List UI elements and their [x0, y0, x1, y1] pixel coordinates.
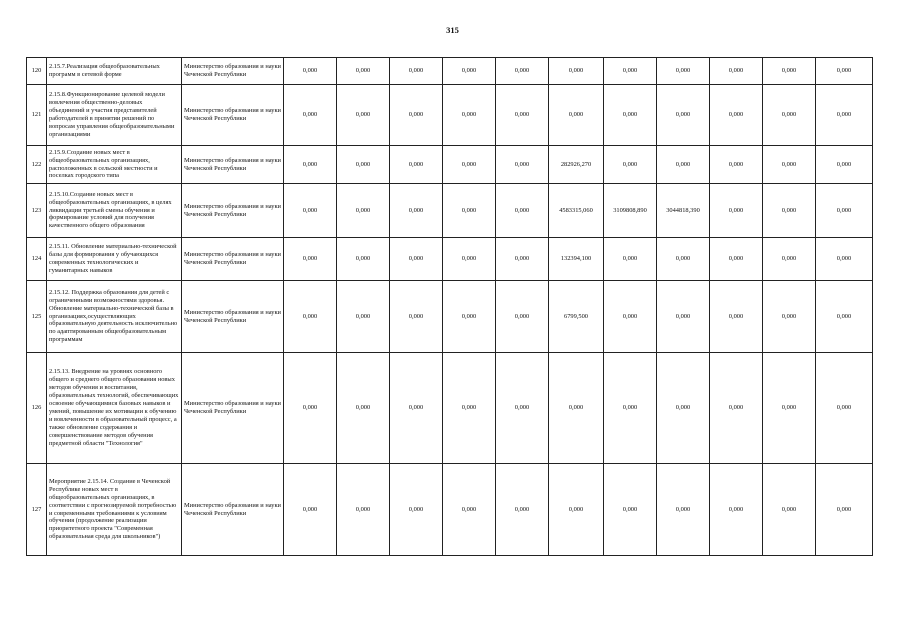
- funding-value: 0,000: [496, 464, 549, 556]
- funding-value: 0,000: [710, 85, 763, 146]
- funding-value: 4583315,060: [549, 184, 604, 238]
- funding-value: 0,000: [443, 353, 496, 464]
- funding-value: 0,000: [816, 464, 873, 556]
- row-number: 125: [27, 281, 47, 353]
- funding-value: 0,000: [284, 238, 337, 281]
- funding-value: 0,000: [284, 85, 337, 146]
- funding-value: 0,000: [604, 281, 657, 353]
- responsible-executor: Министерство образования и науки Чеченской Республики: [182, 281, 284, 353]
- row-number: 124: [27, 238, 47, 281]
- activity-description: 2.15.7.Реализация общеобразовательных программ в сетевой форме: [47, 58, 182, 85]
- funding-value: 0,000: [710, 58, 763, 85]
- table-row: [27, 464, 873, 556]
- funding-value: 0,000: [763, 184, 816, 238]
- row-number: 123: [27, 184, 47, 238]
- table-row: [27, 85, 873, 146]
- funding-value: 0,000: [337, 464, 390, 556]
- funding-value: 0,000: [816, 184, 873, 238]
- row-number: 120: [27, 58, 47, 85]
- funding-value: 0,000: [549, 58, 604, 85]
- funding-value: 0,000: [657, 85, 710, 146]
- table-row: [27, 184, 873, 238]
- responsible-executor: Министерство образования и науки Чеченской Республики: [182, 58, 284, 85]
- row-number: 126: [27, 353, 47, 464]
- table-row: [27, 58, 873, 85]
- funding-value: 0,000: [284, 464, 337, 556]
- responsible-executor: Министерство образования и науки Чеченской Республики: [182, 353, 284, 464]
- funding-value: 0,000: [390, 281, 443, 353]
- funding-value: 0,000: [496, 146, 549, 184]
- table-row: [27, 146, 873, 184]
- funding-value: 0,000: [337, 146, 390, 184]
- funding-value: 0,000: [337, 58, 390, 85]
- funding-value: 0,000: [816, 85, 873, 146]
- responsible-executor: Министерство образования и науки Чеченской Республики: [182, 184, 284, 238]
- page-number: 315: [446, 25, 459, 35]
- funding-value: 0,000: [443, 58, 496, 85]
- responsible-executor: Министерство образования и науки Чеченской Республики: [182, 464, 284, 556]
- funding-value: 0,000: [710, 184, 763, 238]
- funding-value: 0,000: [390, 146, 443, 184]
- funding-value: 132394,100: [549, 238, 604, 281]
- funding-value: 0,000: [816, 58, 873, 85]
- funding-value: 0,000: [496, 85, 549, 146]
- funding-value: 0,000: [337, 85, 390, 146]
- table-body: [27, 58, 873, 556]
- funding-value: 0,000: [496, 184, 549, 238]
- funding-value: 0,000: [710, 238, 763, 281]
- funding-value: 0,000: [657, 464, 710, 556]
- funding-value: 0,000: [710, 353, 763, 464]
- activity-description: 2.15.11. Обновление материально-технической базы для формирования у обучающихся современных технологических и гуманитарных навыков: [47, 238, 182, 281]
- funding-value: 0,000: [763, 146, 816, 184]
- table-row: [27, 281, 873, 353]
- funding-value: 0,000: [443, 238, 496, 281]
- funding-value: 0,000: [284, 146, 337, 184]
- funding-value: 0,000: [604, 58, 657, 85]
- funding-value: 0,000: [710, 464, 763, 556]
- table-row: [27, 353, 873, 464]
- funding-value: 0,000: [604, 85, 657, 146]
- funding-value: 0,000: [337, 184, 390, 238]
- activity-description: 2.15.8.Функционирование целевой модели вовлечения общественно-деловых объединений и участия представителей работодателей в принятии решений по вопросам управления общеобразовательными организациями: [47, 85, 182, 146]
- funding-value: 0,000: [390, 353, 443, 464]
- funding-value: 0,000: [284, 184, 337, 238]
- funding-value: 0,000: [763, 281, 816, 353]
- funding-value: 0,000: [390, 184, 443, 238]
- funding-value: 0,000: [496, 281, 549, 353]
- row-number: 127: [27, 464, 47, 556]
- funding-value: 0,000: [657, 238, 710, 281]
- activity-description: 2.15.13. Внедрение на уровнях основного общего и среднего общего образования новых методов обучения и воспитания, образовательных технологий, обеспечивающих освоение обучающимися базовых навыков и умений, повышение их мотивации к обучению и вовлеченности в образовательный процесс, а также обновление содержания и совершенствование методов обучения предметной области "Технология": [47, 353, 182, 464]
- funding-value: 0,000: [816, 353, 873, 464]
- funding-value: 0,000: [604, 464, 657, 556]
- funding-value: 0,000: [390, 58, 443, 85]
- activity-description: 2.15.12. Поддержка образования для детей с ограниченными возможностями здоровья. Обновление материально-технической базы в организациях,осуществляющих образовательную деятельность исключительно по адаптированным общеобразовательным программам: [47, 281, 182, 353]
- funding-value: 0,000: [284, 353, 337, 464]
- row-number: 121: [27, 85, 47, 146]
- funding-value: 0,000: [496, 238, 549, 281]
- funding-value: 0,000: [604, 238, 657, 281]
- funding-value: 0,000: [763, 464, 816, 556]
- funding-value: 0,000: [390, 85, 443, 146]
- funding-value: 0,000: [763, 85, 816, 146]
- activity-description: 2.15.10.Создание новых мест в общеобразовательных организациях, в целях ликвидации третьей смены обучения и формирование условий для получения качественного общего образования: [47, 184, 182, 238]
- table-row: [27, 238, 873, 281]
- funding-value: 3044818,390: [657, 184, 710, 238]
- funding-value: 0,000: [496, 353, 549, 464]
- funding-value: 0,000: [816, 281, 873, 353]
- funding-value: 0,000: [710, 146, 763, 184]
- funding-value: 0,000: [657, 281, 710, 353]
- funding-value: 0,000: [763, 58, 816, 85]
- funding-value: 0,000: [337, 353, 390, 464]
- responsible-executor: Министерство образования и науки Чеченской Республики: [182, 238, 284, 281]
- row-number: 122: [27, 146, 47, 184]
- funding-value: 282926,270: [549, 146, 604, 184]
- funding-value: 0,000: [657, 146, 710, 184]
- funding-value: 0,000: [284, 281, 337, 353]
- funding-value: 0,000: [816, 146, 873, 184]
- funding-value: 0,000: [284, 58, 337, 85]
- funding-value: 3109808,890: [604, 184, 657, 238]
- responsible-executor: Министерство образования и науки Чеченской Республики: [182, 85, 284, 146]
- funding-value: 0,000: [337, 238, 390, 281]
- funding-value: 0,000: [496, 58, 549, 85]
- responsible-executor: Министерство образования и науки Чеченской Республики: [182, 146, 284, 184]
- activity-description: 2.15.9.Создание новых мест в общеобразовательных организациях, расположенных в сельской местности и поселках городского типа: [47, 146, 182, 184]
- funding-value: 0,000: [657, 353, 710, 464]
- funding-value: 0,000: [549, 85, 604, 146]
- funding-value: 0,000: [443, 464, 496, 556]
- funding-value: 0,000: [710, 281, 763, 353]
- funding-value: 0,000: [390, 464, 443, 556]
- funding-value: 0,000: [443, 184, 496, 238]
- funding-value: 0,000: [763, 238, 816, 281]
- budget-table: [26, 57, 873, 556]
- funding-value: 0,000: [657, 58, 710, 85]
- funding-value: 0,000: [604, 353, 657, 464]
- funding-value: 0,000: [443, 281, 496, 353]
- activity-description: Мероприятие 2.15.14. Создание в Чеченской Республике новых мест в общеобразовательных организациях, в соответствии с прогнозируемой потребностью и современными требованиями к условиям обучения (продолжение реализации приоритетного проекта "Современная образовательная среда для школьников"): [47, 464, 182, 556]
- funding-value: 0,000: [390, 238, 443, 281]
- funding-value: 0,000: [443, 146, 496, 184]
- funding-value: 0,000: [604, 146, 657, 184]
- funding-value: 0,000: [549, 464, 604, 556]
- funding-value: 0,000: [549, 353, 604, 464]
- funding-value: 6799,500: [549, 281, 604, 353]
- funding-value: 0,000: [816, 238, 873, 281]
- funding-value: 0,000: [337, 281, 390, 353]
- funding-value: 0,000: [763, 353, 816, 464]
- funding-value: 0,000: [443, 85, 496, 146]
